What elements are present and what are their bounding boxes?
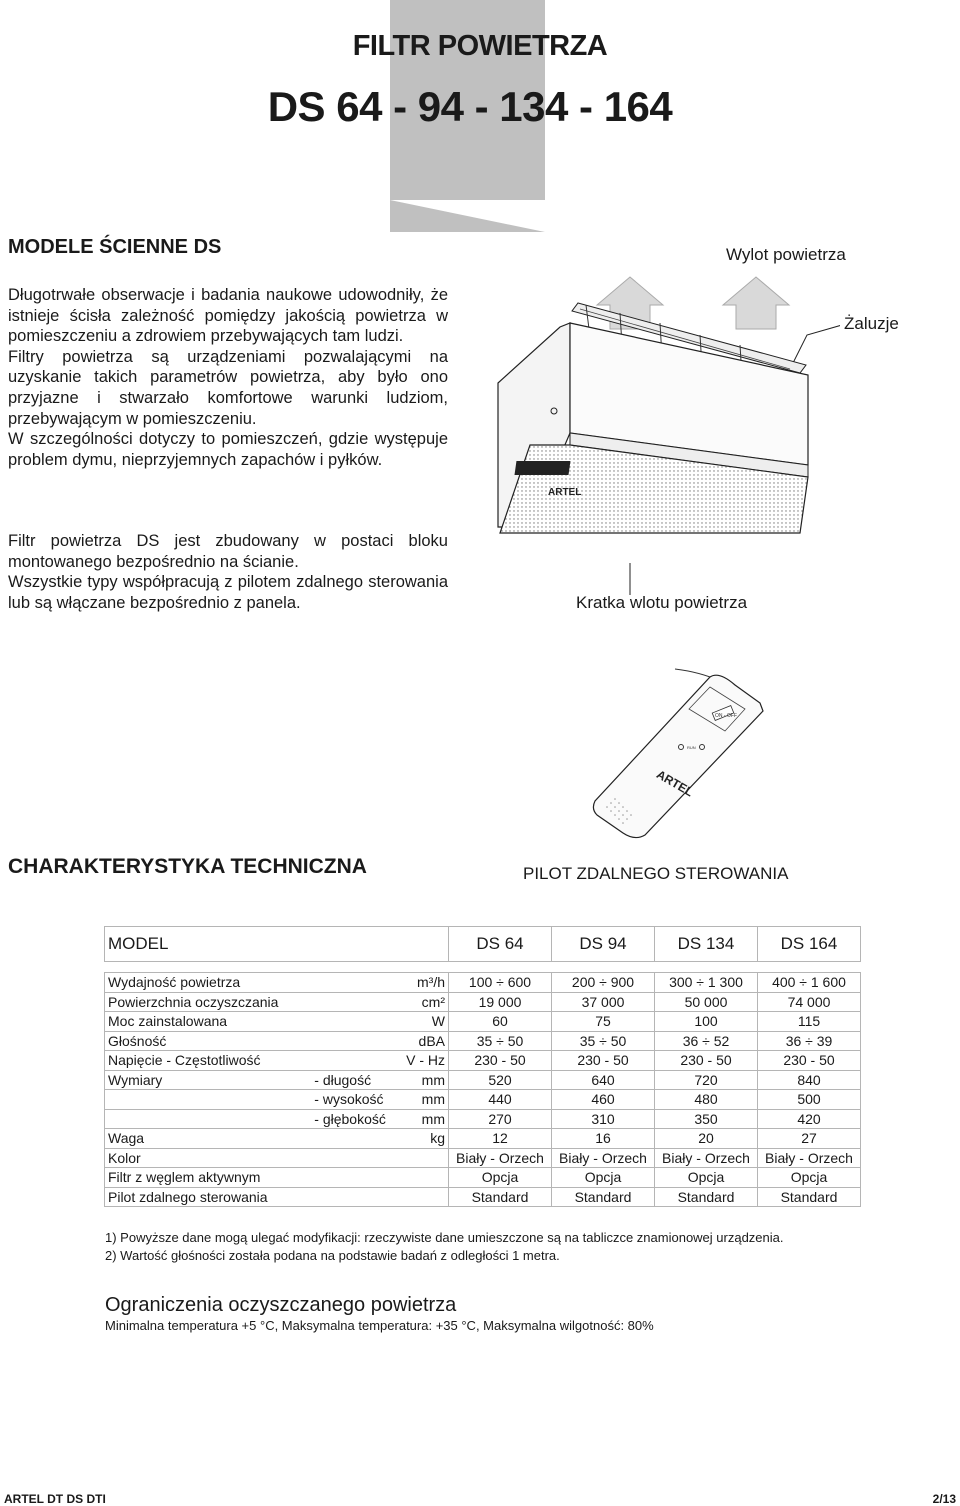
table-row: Wydajność powietrza m³/h 100 ÷ 600 200 ÷ 900 300 ÷ 1 300 400 ÷ 1 600 — [105, 973, 861, 993]
label-air-inlet-grille: Kratka wlotu powietrza — [576, 593, 748, 612]
limits-heading: Ograniczenia oczyszczanego powietrza — [105, 1294, 457, 1316]
wall-unit-illustration — [480, 265, 840, 595]
display-panel — [514, 461, 570, 475]
section-heading-tech: CHARAKTERYSTYKA TECHNICZNA — [8, 855, 367, 878]
table-row: Filtr z węglem aktywnym Opcja Opcja Opcja Opcja — [105, 1168, 861, 1188]
intro-sentence-3: W szczególności dotyczy to pomieszczeń, gdzie występuje problem dymu, nieprzyjemnych zapachów i pyłków. — [8, 430, 448, 469]
remote-control-illustration — [585, 665, 780, 840]
construction-sentence-2: Wszystkie typy współpracują z pilotem zdalnego sterowania lub są włączane bezpośrednio z panela. — [8, 573, 448, 612]
model-header-ds64: DS 64 — [449, 927, 552, 962]
table-row: Głośność dBA 35 ÷ 50 35 ÷ 50 36 ÷ 52 36 ÷ 39 — [105, 1031, 861, 1051]
model-header-ds134: DS 134 — [655, 927, 758, 962]
spec-table — [104, 926, 861, 1207]
construction-paragraph — [8, 531, 448, 613]
section-heading-models: MODELE ŚCIENNE DS — [8, 236, 222, 258]
footnote-2: 2) Wartość głośności została podana na podstawie badań z odległości 1 metra. — [105, 1248, 560, 1263]
table-row: Wymiary - długość mm 520 640 720 840 — [105, 1070, 861, 1090]
table-row: Napięcie - Częstotliwość V - Hz 230 - 50 230 - 50 230 - 50 230 - 50 — [105, 1051, 861, 1071]
model-header-ds94: DS 94 — [552, 927, 655, 962]
construction-sentence-1: Filtr powietrza DS jest zbudowany w postaci bloku montowanego bezpośrednio na ścianie. — [8, 532, 448, 571]
table-row: Kolor Biały - Orzech Biały - Orzech Biały - Orzech Biały - Orzech — [105, 1148, 861, 1168]
footer-doc-code: ARTEL DT DS DTI — [4, 1492, 106, 1506]
document-title: FILTR POWIETRZA — [352, 30, 608, 62]
intro-paragraph — [8, 285, 448, 470]
footnotes — [105, 1229, 784, 1265]
table-row: Powierzchnia oczyszczania cm² 19 000 37 000 50 000 74 000 — [105, 992, 861, 1012]
limits-text: Minimalna temperatura +5 °C, Maksymalna temperatura: +35 °C, Maksymalna wilgotność: 80% — [105, 1318, 654, 1333]
table-row: Moc zainstalowana W 60 75 100 115 — [105, 1012, 861, 1032]
table-row: - głębokość mm 270 310 350 420 — [105, 1109, 861, 1129]
air-outlet-arrow-right-icon — [723, 277, 789, 329]
footnote-1: 1) Powyższe dane mogą ulegać modyfikacji: rzeczywiste dane umieszczone są na tabliczce znamionowej urządzenia. — [105, 1230, 784, 1245]
intro-sentence-1: Długotrwałe obserwacje i badania naukowe udowodniły, że istnieje ścisła zależność pomiędzy jakością powietrza w pomieszczeniu a zdrowiem przebywających tam ludzi. — [8, 286, 448, 346]
remote-run-label: RUN — [687, 745, 696, 750]
remote-brand: ARTEL — [654, 767, 696, 800]
label-air-outlet: Wylot powietrza — [726, 245, 846, 264]
remote-body — [593, 675, 763, 837]
table-row: Pilot zdalnego sterowania Standard Standard Standard Standard — [105, 1187, 861, 1207]
table-row: - wysokość mm 440 460 480 500 — [105, 1090, 861, 1110]
models-title: DS 64 - 94 - 134 - 164 — [267, 83, 673, 130]
remote-onoff-label: ON - OFF — [715, 713, 737, 719]
intro-sentence-2: Filtry powietrza są urządzeniami pozwalającymi na uzyskanie takich parametrów powietrza, aby było ono przyjazne i stwarzało komfortowe warunki ludziom, przebywającym w pomieszczeniu. — [8, 347, 448, 428]
footer-page-number: 2/13 — [932, 1492, 956, 1506]
model-header-ds164: DS 164 — [758, 927, 861, 962]
unit-brand: ARTEL — [548, 487, 582, 498]
table-row: Waga kg 12 16 20 27 — [105, 1129, 861, 1149]
model-column-label: MODEL — [105, 927, 449, 962]
header-band-cut — [390, 200, 545, 232]
label-louvers: Żaluzje — [844, 314, 899, 333]
section-heading-remote: PILOT ZDALNEGO STEROWANIA — [523, 864, 789, 883]
table-header-row — [105, 927, 861, 962]
